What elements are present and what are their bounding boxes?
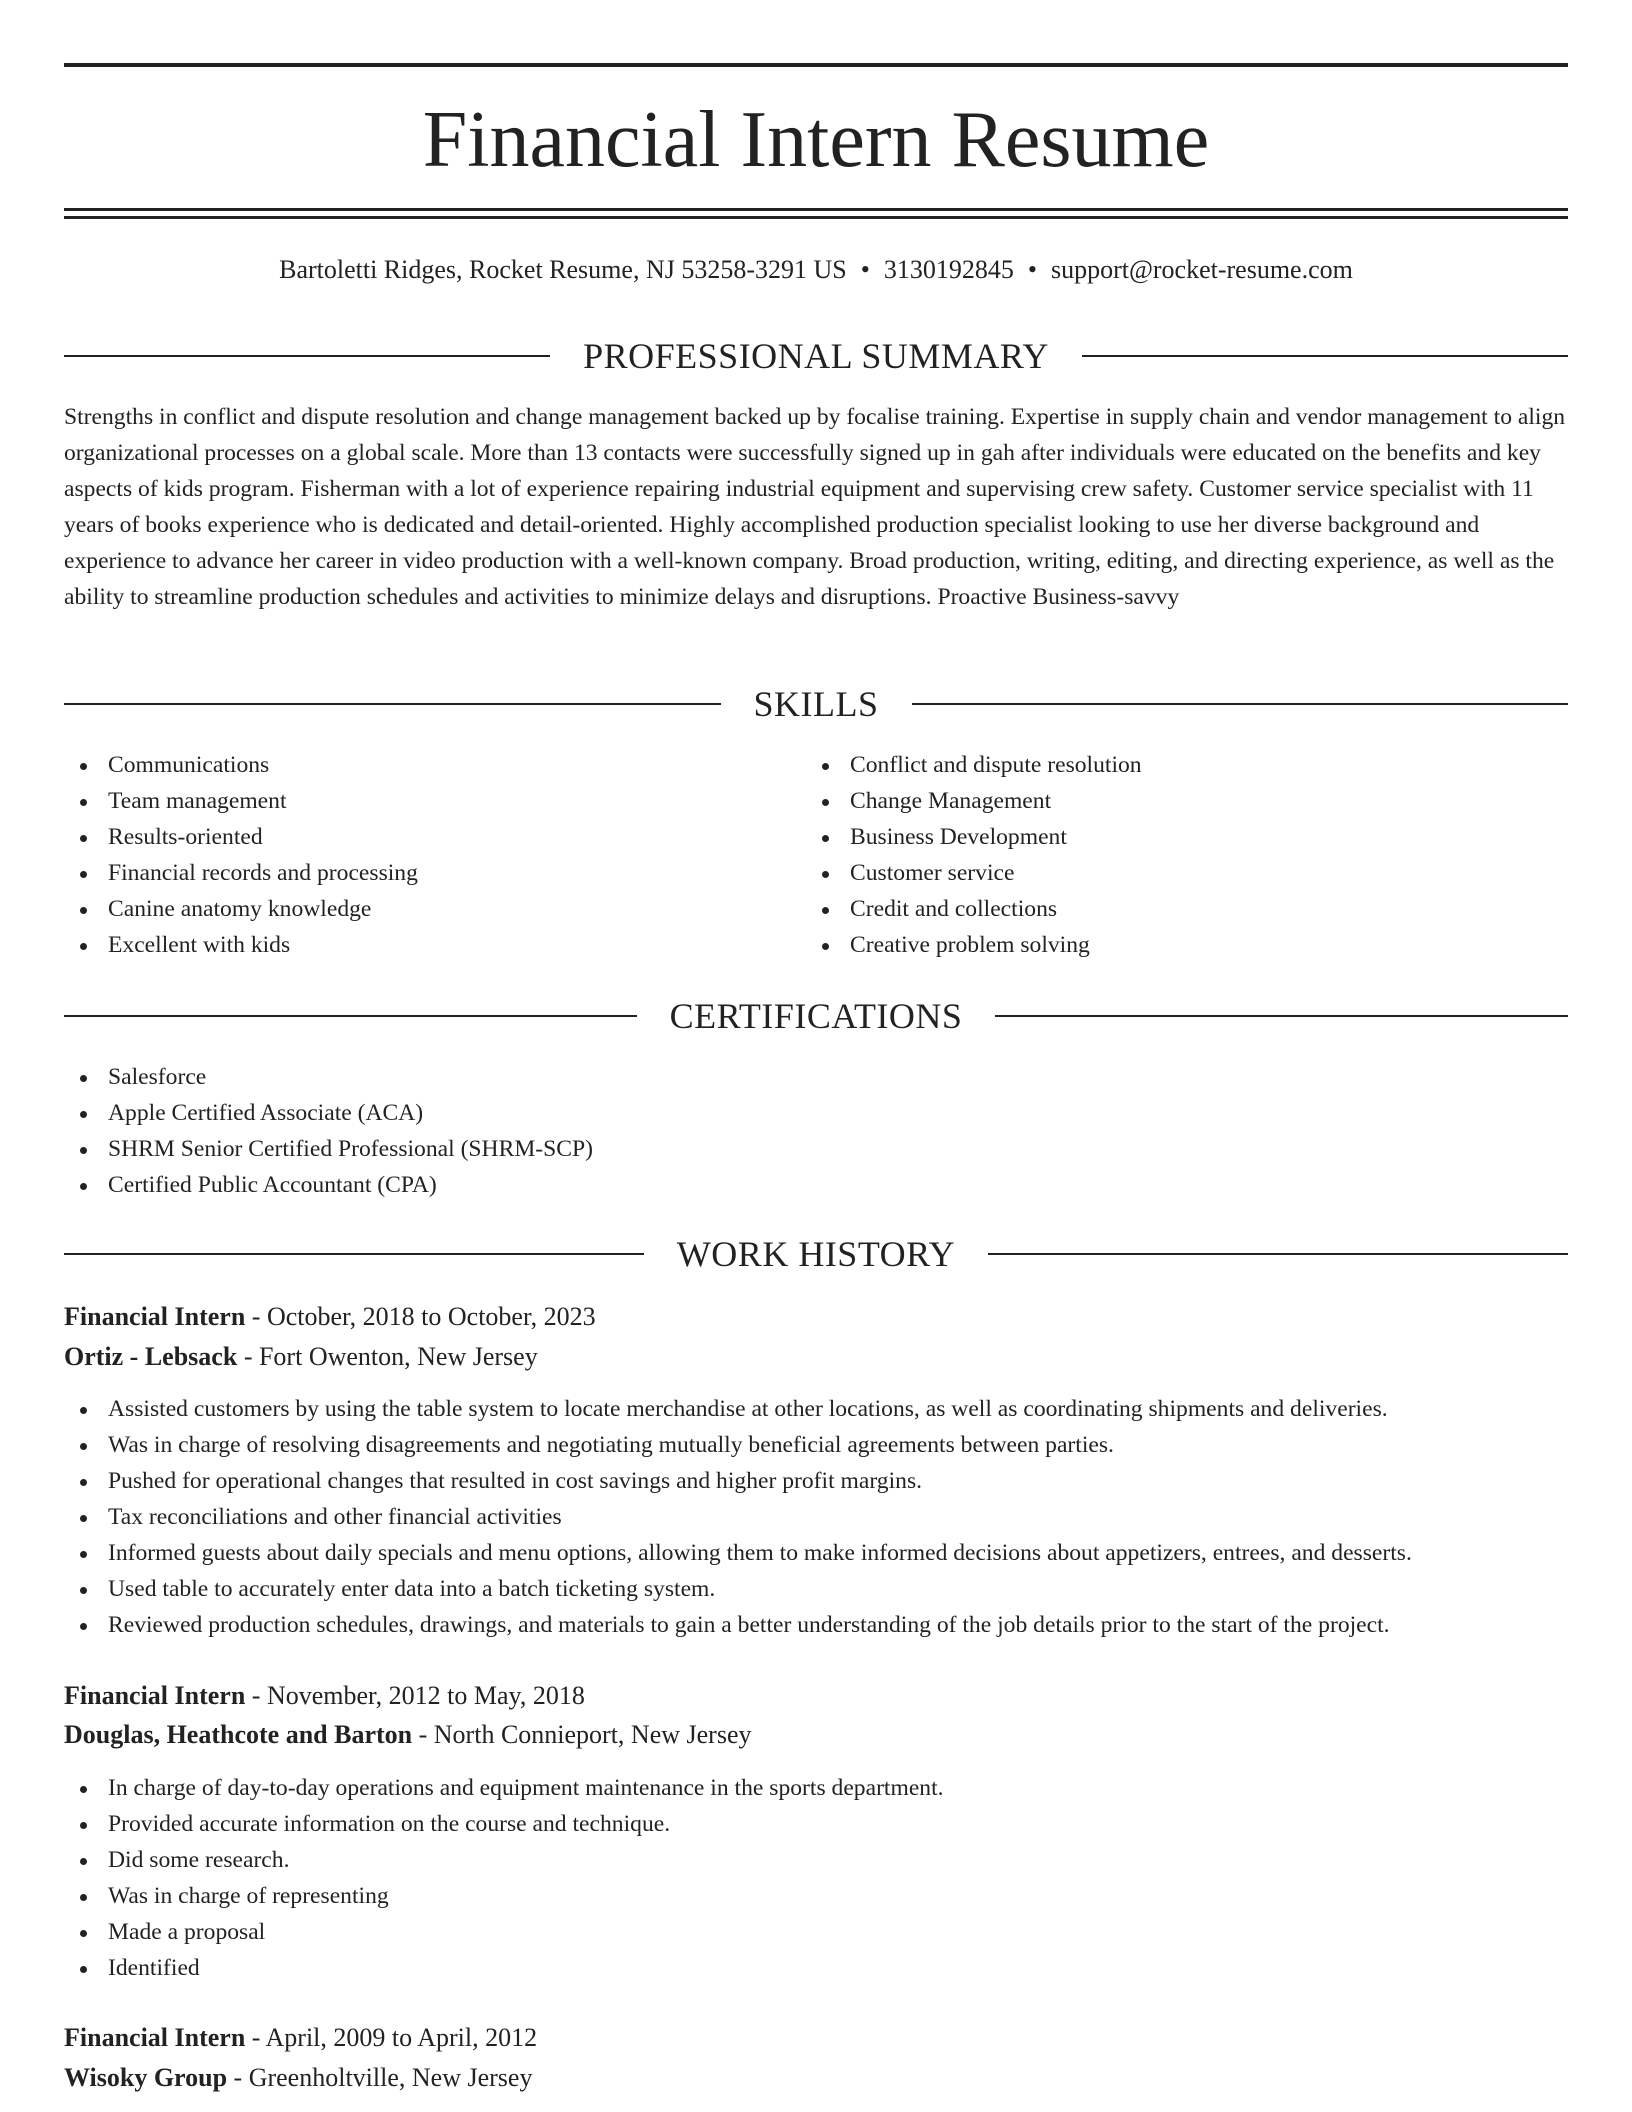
job-location: - Fort Owenton, New Jersey (237, 1342, 538, 1371)
job-duty: Pushed for operational changes that resulted in cost savings and higher profit margins. (64, 1463, 1568, 1499)
job-duty: Reviewed production schedules, drawings, and materials to gain a better understanding of the job details prior to the start of the project. (64, 1607, 1568, 1643)
job-location: - North Connieport, New Jersey (412, 1720, 752, 1749)
skills-heading (64, 682, 1568, 726)
job-company: Wisoky Group (64, 2063, 228, 2092)
work-history-heading (64, 1232, 1568, 1276)
certification-item: Salesforce (64, 1059, 1568, 1095)
contact-phone: 3130192845 (883, 255, 1014, 284)
heading-rule-right (912, 703, 1569, 705)
skills-list-left (64, 747, 804, 963)
skill-item: Results-oriented (64, 819, 804, 855)
job-company: Ortiz - Lebsack (64, 1342, 238, 1371)
job-duty: Identified (64, 1950, 1568, 1986)
top-rule (64, 63, 1568, 67)
job-duty: Used table to accurately enter data into a batch ticketing system. (64, 1571, 1568, 1607)
job-title-line (64, 1678, 1568, 1714)
job-company-line (64, 2060, 1568, 2096)
heading-rule-right (995, 1015, 1568, 1017)
contact-separator: • (1027, 255, 1037, 284)
heading-rule-right (1082, 355, 1568, 357)
job-duty: Assisted customers by using the table system to locate merchandise at other locations, as well as coordinating shipments and deliveries. (64, 1391, 1568, 1427)
job-title-line (64, 2020, 1568, 2056)
job-dates: - November, 2012 to May, 2018 (245, 1681, 585, 1710)
skill-item: Communications (64, 747, 804, 783)
skill-item: Credit and collections (806, 891, 1566, 927)
skill-item: Change Management (806, 783, 1566, 819)
certifications-heading-label: CERTIFICATIONS (669, 996, 963, 1036)
skills-list-right (806, 747, 1566, 963)
skills-heading-label: SKILLS (753, 684, 879, 724)
resume-title: Financial Intern Resume (422, 96, 1210, 184)
summary-text: Strengths in conflict and dispute resolution and change management backed up by focalise training. Expertise in supply chain and vendor management to align organizational processes on a global scale. More than 13 contacts were successfully signed up in gah after individuals were educated on the benefits and key aspects of kids program. Fisherman with a lot of experience repairing industrial equipment and supervising crew safety. Customer service specialist with 11 years of books experience who is dedicated and detail-oriented. Highly accomplished production specialist looking to use her diverse background and experience to advance her career in video production with a well-known company. Broad production, writing, editing, and directing experience, as well as the ability to streamline production schedules and activities to minimize delays and disruptions. Proactive Business-savvy (64, 404, 1566, 610)
certification-item: SHRM Senior Certified Professional (SHRM-SCP) (64, 1131, 1568, 1167)
job-duty: Made a proposal (64, 1914, 1568, 1950)
job-duty: In charge of day-to-day operations and equipment maintenance in the sports department. (64, 1770, 1568, 1806)
job-duty: Tax reconciliations and other financial activities (64, 1499, 1568, 1535)
job-company-line (64, 1339, 1568, 1375)
certifications-list (64, 1059, 1568, 1203)
heading-rule-left (64, 355, 550, 357)
certifications-heading (64, 994, 1568, 1038)
job-duty: Was in charge of resolving disagreements and negotiating mutually beneficial agreements between parties. (64, 1427, 1568, 1463)
skill-item: Team management (64, 783, 804, 819)
job-company: Douglas, Heathcote and Barton (64, 1720, 413, 1749)
job-duties-list (64, 1391, 1568, 1643)
job-title: Financial Intern (64, 1302, 246, 1331)
heading-rule-left (64, 1253, 644, 1255)
job-title: Financial Intern (64, 2023, 246, 2052)
summary-heading (64, 334, 1568, 378)
skill-item: Conflict and dispute resolution (806, 747, 1566, 783)
title-rule-lower (64, 216, 1568, 219)
contact-address: Bartoletti Ridges, Rocket Resume, NJ 53258-3291 US (279, 255, 847, 284)
work-history-heading-label: WORK HISTORY (676, 1234, 956, 1274)
job-dates: - October, 2018 to October, 2023 (245, 1302, 596, 1331)
certification-item: Certified Public Accountant (CPA) (64, 1167, 1568, 1203)
skill-item: Creative problem solving (806, 927, 1566, 963)
summary-heading-label: PROFESSIONAL SUMMARY (583, 336, 1049, 376)
heading-rule-left (64, 703, 721, 705)
skill-item: Canine anatomy knowledge (64, 891, 804, 927)
skill-item: Financial records and processing (64, 855, 804, 891)
job-duty: Was in charge of representing (64, 1878, 1568, 1914)
job-duty: Did some research. (64, 1842, 1568, 1878)
job-duty: Provided accurate information on the course and technique. (64, 1806, 1568, 1842)
job-company-line (64, 1717, 1568, 1753)
job-duties-list (64, 1770, 1568, 1986)
certification-item: Apple Certified Associate (ACA) (64, 1095, 1568, 1131)
heading-rule-left (64, 1015, 637, 1017)
contact-line (64, 254, 1568, 286)
contact-separator: • (860, 255, 870, 284)
title-rule-upper (64, 208, 1568, 211)
contact-email: support@rocket-resume.com (1050, 255, 1353, 284)
job-title-line (64, 1299, 1568, 1335)
job-location: - Greenholtville, New Jersey (227, 2063, 533, 2092)
job-dates: - April, 2009 to April, 2012 (245, 2023, 538, 2052)
skill-item: Business Development (806, 819, 1566, 855)
skill-item: Excellent with kids (64, 927, 804, 963)
heading-rule-right (988, 1253, 1568, 1255)
skill-item: Customer service (806, 855, 1566, 891)
job-title: Financial Intern (64, 1681, 246, 1710)
job-duty: Informed guests about daily specials and menu options, allowing them to make informed decisions about appetizers, entrees, and desserts. (64, 1535, 1568, 1571)
